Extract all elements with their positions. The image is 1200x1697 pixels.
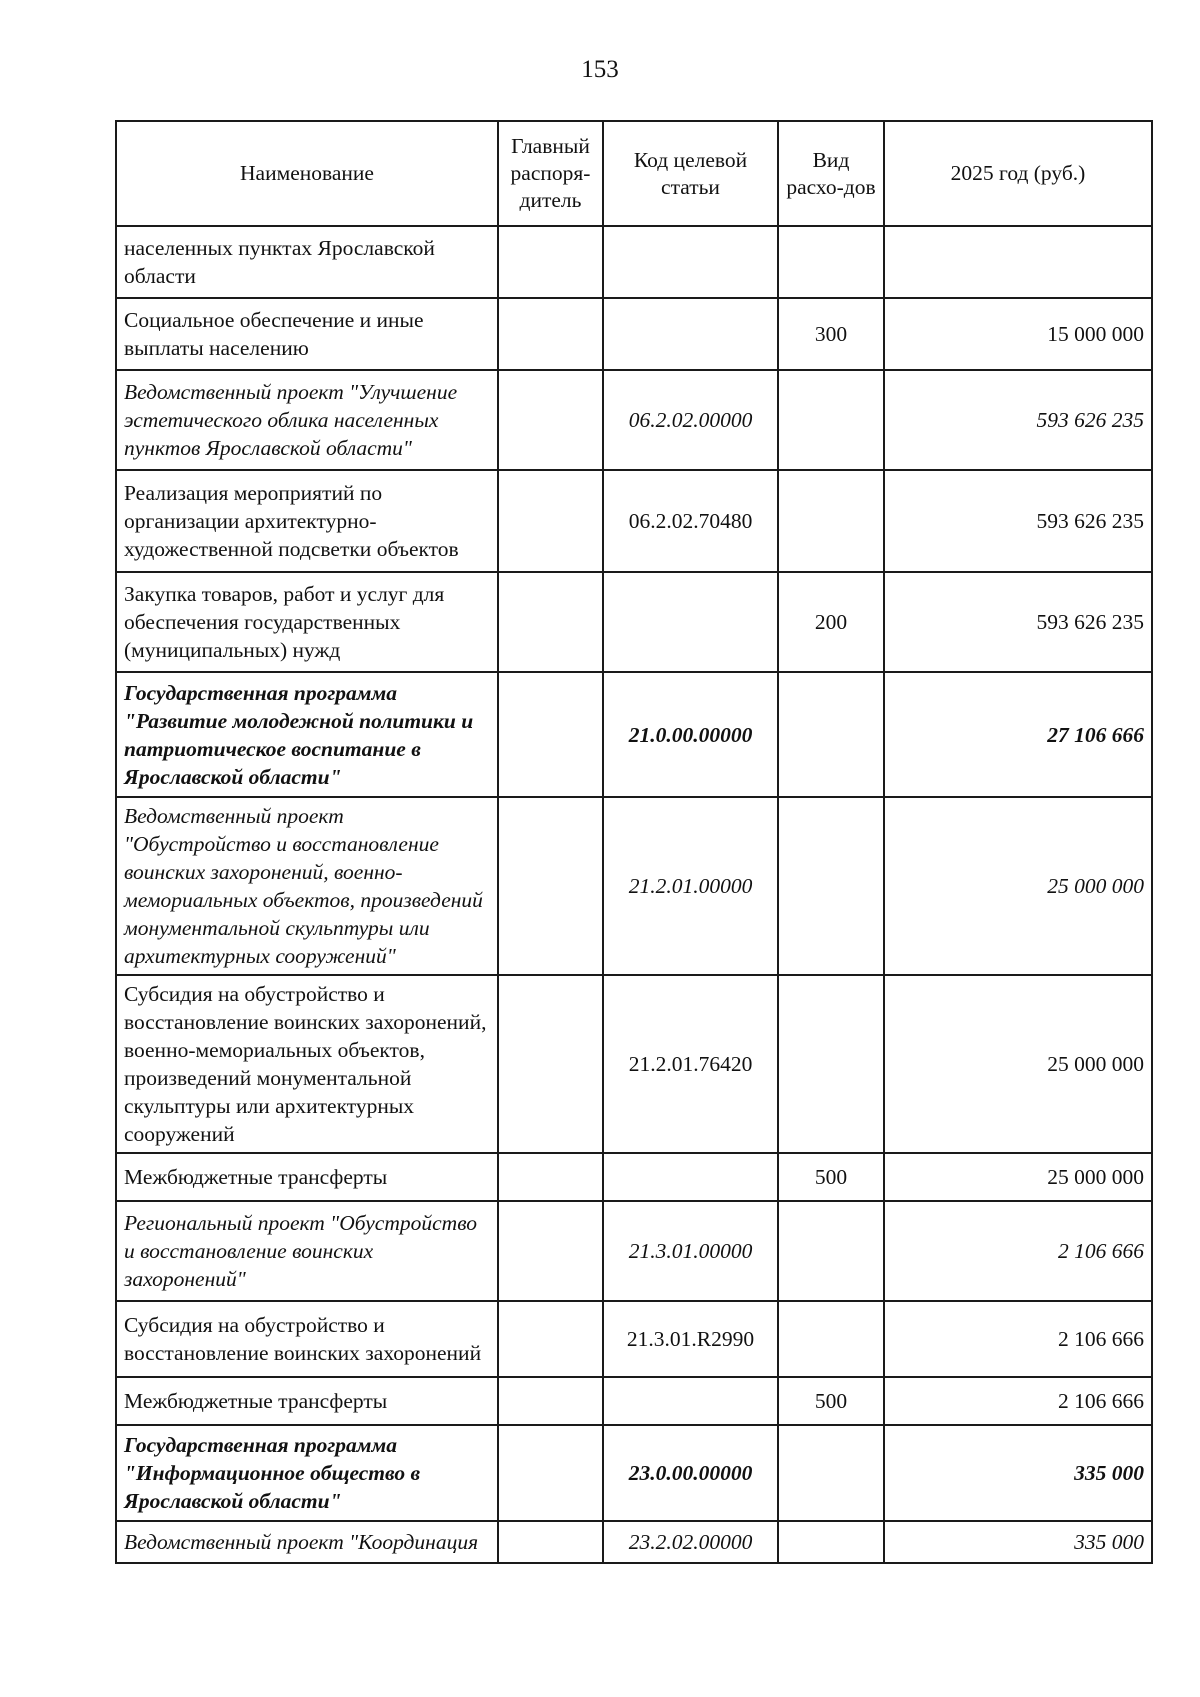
row-amount-cell: 593 626 235	[884, 470, 1152, 572]
row-code-cell: 06.2.02.00000	[603, 370, 778, 470]
table-row	[116, 672, 1152, 797]
table-row	[116, 470, 1152, 572]
row-manager-cell	[498, 1201, 603, 1301]
row-expense-type-cell	[778, 370, 884, 470]
table-row	[116, 1201, 1152, 1301]
row-expense-type-cell	[778, 672, 884, 797]
table-body	[116, 226, 1152, 1563]
row-expense-type-cell	[778, 470, 884, 572]
row-expense-type-cell: 300	[778, 298, 884, 370]
row-name-cell: Субсидия на обустройство и восстановление воинских захоронений, военно-мемориальных объектов, произведений монументальной скульптуры или архитектурных сооружений	[116, 975, 498, 1153]
row-code-cell: 06.2.02.70480	[603, 470, 778, 572]
row-expense-type-cell	[778, 797, 884, 975]
table-row	[116, 370, 1152, 470]
row-manager-cell	[498, 1153, 603, 1201]
row-name-cell: Ведомственный проект "Координация	[116, 1521, 498, 1563]
row-code-cell	[603, 1377, 778, 1425]
row-amount-cell: 27 106 666	[884, 672, 1152, 797]
row-name-cell: Региональный проект "Обустройство и восстановление воинских захоронений"	[116, 1201, 498, 1301]
row-manager-cell	[498, 226, 603, 298]
row-manager-cell	[498, 1377, 603, 1425]
row-manager-cell	[498, 975, 603, 1153]
table-row	[116, 1425, 1152, 1521]
row-amount-cell: 2 106 666	[884, 1377, 1152, 1425]
row-amount-cell: 335 000	[884, 1425, 1152, 1521]
row-amount-cell: 335 000	[884, 1521, 1152, 1563]
row-name-cell: Межбюджетные трансферты	[116, 1153, 498, 1201]
row-amount-cell: 2 106 666	[884, 1201, 1152, 1301]
row-name-cell: Реализация мероприятий по организации архитектурно-художественной подсветки объектов	[116, 470, 498, 572]
table-row	[116, 1377, 1152, 1425]
row-expense-type-cell	[778, 975, 884, 1153]
row-amount-cell: 2 106 666	[884, 1301, 1152, 1377]
table-row	[116, 1301, 1152, 1377]
row-amount-cell: 15 000 000	[884, 298, 1152, 370]
row-code-cell: 21.2.01.00000	[603, 797, 778, 975]
header-amount: 2025 год (руб.)	[884, 121, 1152, 226]
table-row	[116, 975, 1152, 1153]
row-expense-type-cell	[778, 1521, 884, 1563]
row-expense-type-cell: 500	[778, 1377, 884, 1425]
row-name-cell: Социальное обеспечение и иные выплаты населению	[116, 298, 498, 370]
budget-table	[115, 120, 1153, 1564]
row-code-cell	[603, 1153, 778, 1201]
row-manager-cell	[498, 298, 603, 370]
row-amount-cell: 25 000 000	[884, 1153, 1152, 1201]
row-amount-cell	[884, 226, 1152, 298]
row-amount-cell: 593 626 235	[884, 370, 1152, 470]
row-name-cell: Ведомственный проект "Обустройство и восстановление воинских захоронений, военно-мемориальных объектов, произведений монументальной скульптуры или архитектурных сооружений"	[116, 797, 498, 975]
row-amount-cell: 25 000 000	[884, 975, 1152, 1153]
table-row	[116, 226, 1152, 298]
row-code-cell	[603, 572, 778, 672]
row-name-cell: Ведомственный проект "Улучшение эстетического облика населенных пунктов Ярославской области"	[116, 370, 498, 470]
row-code-cell	[603, 226, 778, 298]
table-row	[116, 1521, 1152, 1563]
page-number: 153	[581, 56, 619, 83]
row-manager-cell	[498, 572, 603, 672]
row-name-cell: Межбюджетные трансферты	[116, 1377, 498, 1425]
row-name-cell: Закупка товаров, работ и услуг для обеспечения государственных (муниципальных) нужд	[116, 572, 498, 672]
table-row	[116, 1153, 1152, 1201]
table-row	[116, 572, 1152, 672]
row-manager-cell	[498, 1301, 603, 1377]
table-row	[116, 298, 1152, 370]
row-manager-cell	[498, 672, 603, 797]
row-code-cell: 21.0.00.00000	[603, 672, 778, 797]
row-manager-cell	[498, 1425, 603, 1521]
row-amount-cell: 25 000 000	[884, 797, 1152, 975]
row-name-cell: Субсидия на обустройство и восстановление воинских захоронений	[116, 1301, 498, 1377]
row-manager-cell	[498, 370, 603, 470]
row-code-cell: 23.0.00.00000	[603, 1425, 778, 1521]
row-name-cell: Государственная программа "Информационное общество в Ярославской области"	[116, 1425, 498, 1521]
row-code-cell: 21.2.01.76420	[603, 975, 778, 1153]
row-manager-cell	[498, 470, 603, 572]
row-name-cell: населенных пунктах Ярославской области	[116, 226, 498, 298]
row-expense-type-cell: 500	[778, 1153, 884, 1201]
row-name-cell: Государственная программа "Развитие молодежной политики и патриотическое воспитание в Ярославской области"	[116, 672, 498, 797]
row-expense-type-cell	[778, 1425, 884, 1521]
row-manager-cell	[498, 1521, 603, 1563]
row-expense-type-cell: 200	[778, 572, 884, 672]
header-expense-type: Вид расхо-дов	[778, 121, 884, 226]
row-code-cell: 21.3.01.R2990	[603, 1301, 778, 1377]
header-code: Код целевой статьи	[603, 121, 778, 226]
row-code-cell	[603, 298, 778, 370]
row-expense-type-cell	[778, 1301, 884, 1377]
table-row	[116, 797, 1152, 975]
row-expense-type-cell	[778, 1201, 884, 1301]
row-amount-cell: 593 626 235	[884, 572, 1152, 672]
row-manager-cell	[498, 797, 603, 975]
header-manager: Главный распоря-дитель	[498, 121, 603, 226]
header-name: Наименование	[116, 121, 498, 226]
table-header-row	[116, 121, 1152, 226]
row-code-cell: 21.3.01.00000	[603, 1201, 778, 1301]
row-code-cell: 23.2.02.00000	[603, 1521, 778, 1563]
row-expense-type-cell	[778, 226, 884, 298]
